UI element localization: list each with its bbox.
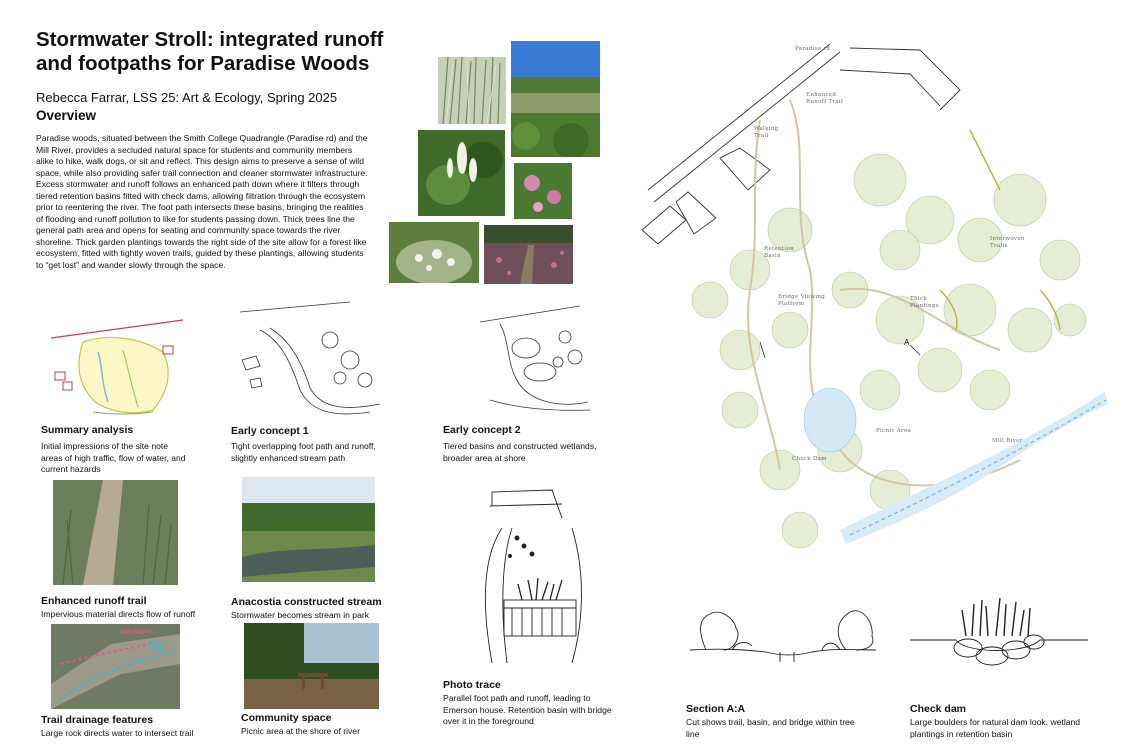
early-concept-2-sketch — [470, 302, 598, 418]
overview-text: Paradise woods, situated between the Smith College Quadrangle (Paradise rd) and the Mill River, provides a secluded natural space for students and community members alike to hike, walk dogs, or sit and reflect. This design aims to preserve a sense of wild space, while also providing safer trail connection and cleaner stormwater infrastructure. Excess stormwater and runoff follows an enhanced path down where it filters through tiered retention basins fitted with check dams, allowing filtration through the ecosystem prior to reentering the river. The foot path intersects these basins, bringing the realities of flooding and runoff pollution to like for students passing down. Thick trees line the general path area and opens for seating and community space towards the river shoreline. Thick garden plantings towards the right side of the site allow for a forest like ecosystem, fitted with tightly woven trails, guided by these plantings, allowing students to “get lost” and wander slowly through the space. — [36, 133, 368, 270]
page-title: Stormwater Stroll: integrated runoff and footpaths for Paradise Woods — [36, 28, 384, 75]
community-space-desc: Picnic area at the shore of river — [241, 726, 360, 736]
map-label-retention-basin: Retention Basin — [764, 246, 794, 259]
map-label-bridge-platform: Bridge Viewing Platform — [778, 294, 826, 307]
community-space-photo — [244, 623, 379, 709]
trail-drainage-title: Trail drainage features — [41, 714, 154, 726]
trail-drainage-photo — [51, 624, 180, 709]
trail-drainage-desc: Large rock directs water to intersect trail — [41, 728, 194, 738]
summary-analysis-desc: Initial impressions of the site note areas of high traffic, flow of water, and current hazards — [41, 441, 186, 474]
site-plan — [640, 30, 1110, 570]
map-label-paradise-rd: Paradise rd — [795, 46, 831, 52]
shrub-photo — [389, 222, 479, 283]
check-dam-title: Check dam — [910, 703, 967, 715]
map-label-walking-trail: Walking Trail — [754, 126, 779, 139]
wetland-landscape-photo — [511, 41, 600, 157]
high-traffic-overlay-label: HIGH TRAFFIC — [119, 630, 155, 636]
section-aa-desc: Cut shows trail, basin, and bridge within tree line — [686, 717, 855, 739]
white-flower-photo — [418, 130, 505, 216]
pink-flower-photo — [514, 163, 572, 219]
check-dam-sketch — [906, 570, 1092, 682]
photo-trace-desc: Parallel foot path and runoff, leading to Emerson house. Retention basin with bridge over it in the foreground — [443, 693, 612, 726]
early-concept-2-desc: Tiered basins and constructed wetlands, broader area at shore — [443, 441, 597, 463]
section-marker-icon: A — [904, 338, 910, 347]
boardwalk-photo — [484, 225, 573, 284]
overview-heading: Overview — [36, 108, 97, 123]
early-concept-1-sketch — [230, 300, 398, 422]
check-dam-desc: Large boulders for natural dam look, wetland plantings in retention basin — [910, 717, 1081, 739]
map-label-enhanced-runoff-trail: Enhanced Runoff Trail — [806, 92, 844, 105]
grass-photo — [438, 57, 506, 124]
map-label-thick-plantings: Thick Plantings — [910, 296, 939, 309]
map-label-mill-river: Mill River — [992, 438, 1023, 444]
section-aa-title: Section A:A — [686, 703, 746, 715]
community-space-title: Community space — [241, 712, 332, 724]
anacostia-stream-desc: Stormwater becomes stream in park — [231, 610, 370, 620]
photo-trace-title: Photo trace — [443, 679, 501, 691]
early-concept-1-title: Early concept 1 — [231, 425, 309, 437]
water-flow-overlay-label: WATER FLOW — [149, 641, 167, 653]
runoff-trail-photo — [53, 480, 178, 585]
anacostia-stream-title: Anacostia constructed stream — [231, 596, 382, 608]
enhanced-runoff-trail-title: Enhanced runoff trail — [41, 595, 147, 607]
summary-analysis-sketch — [43, 312, 185, 420]
enhanced-runoff-trail-desc: Impervious material directs flow of runoff — [41, 609, 196, 619]
photo-trace-sketch — [462, 488, 597, 668]
anacostia-stream-photo — [242, 477, 375, 582]
map-label-picnic-area: Picnic Area — [876, 428, 912, 434]
author-line: Rebecca Farrar, LSS 25: Art & Ecology, Spring 2025 — [36, 90, 338, 105]
summary-analysis-title: Summary analysis — [41, 424, 134, 436]
section-aa-sketch — [686, 566, 880, 684]
early-concept-1-desc: Tight overlapping foot path and runoff, slightly enhanced stream path — [231, 441, 376, 463]
early-concept-2-title: Early concept 2 — [443, 424, 521, 436]
map-label-interwoven-trails: Interwoven Trails — [990, 236, 1025, 249]
map-label-check-dam: Check Dam — [792, 456, 827, 462]
